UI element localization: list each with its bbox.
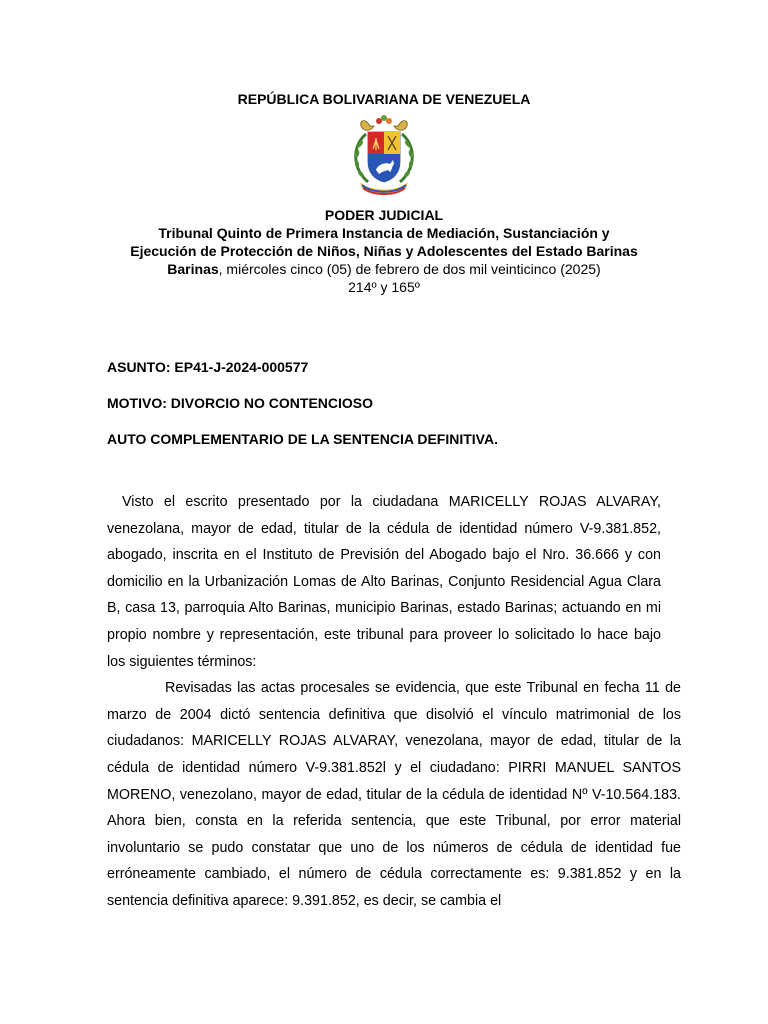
body-paragraph-2: Revisadas las actas procesales se evidencia, que este Tribunal en fecha 11 de marzo de 2004 dictó sentencia definitiva que disolvió el vínculo matrimonial de los ciudadanos: MARICELLY ROJAS ALVARAY, venezolana, mayor de edad, titular de la cédula de identidad número V-9.381.852l y el ciudadano: PIRRI MANUEL SANTOS MORENO, venezolano, mayor de edad, titular de la cédula de identidad Nº V-10.564.183. Ahora bien, consta en la referida sentencia, que este Tribunal, por error material involuntario se pudo constatar que uno de los números de cédula de identidad fue erróneamente cambiado, el número de cédula correctamente es: 9.381.852 y en la sentencia definitiva aparece: 9.391.852, es decir, se cambia el	[107, 680, 681, 909]
body-paragraph-1: Visto el escrito presentado por la ciudadana MARICELLY ROJAS ALVARAY, venezolana, mayor de edad, titular de la cédula de identidad número V-9.381.852, abogado, inscrita en el Instituto de Previsión del Abogado bajo el Nro. 36.666 y con domicilio en la Urbanización Lomas de Alto Barinas, Conjunto Residencial Agua Clara B, casa 13, parroquia Alto Barinas, municipio Barinas, estado Barinas; actuando en mi propio nombre y representación, este tribunal para proveer lo solicitado lo hace bajo los siguientes términos:	[107, 494, 661, 670]
auto-title: AUTO COMPLEMENTARIO DE LA SENTENCIA DEFINITIVA.	[107, 431, 498, 447]
judicial-branch-heading: PODER JUDICIAL	[324, 207, 444, 223]
case-motive: MOTIVO: DIVORCIO NO CONTENCIOSO	[107, 395, 374, 411]
republic-heading: REPÚBLICA BOLIVARIANA DE VENEZUELA	[237, 91, 531, 107]
document-body	[107, 489, 681, 915]
date-place: Barinas	[167, 261, 219, 277]
case-number-label: ASUNTO	[107, 359, 166, 375]
document-header	[0, 88, 768, 296]
date-line	[0, 260, 768, 278]
years-line: 214º y 165º	[348, 279, 420, 295]
court-name-line-2: Ejecución de Protección de Niños, Niñas y Adolescentes del Estado Barinas	[130, 243, 638, 259]
case-number-value: : EP41-J-2024-000577	[165, 359, 309, 375]
case-number	[107, 358, 667, 376]
date-text: , miércoles cinco (05) de febrero de dos mil veinticinco (2025)	[218, 261, 601, 277]
court-name-line-1: Tribunal Quinto de Primera Instancia de Mediación, Sustanciación y	[158, 225, 610, 241]
coat-of-arms-icon	[346, 112, 422, 198]
